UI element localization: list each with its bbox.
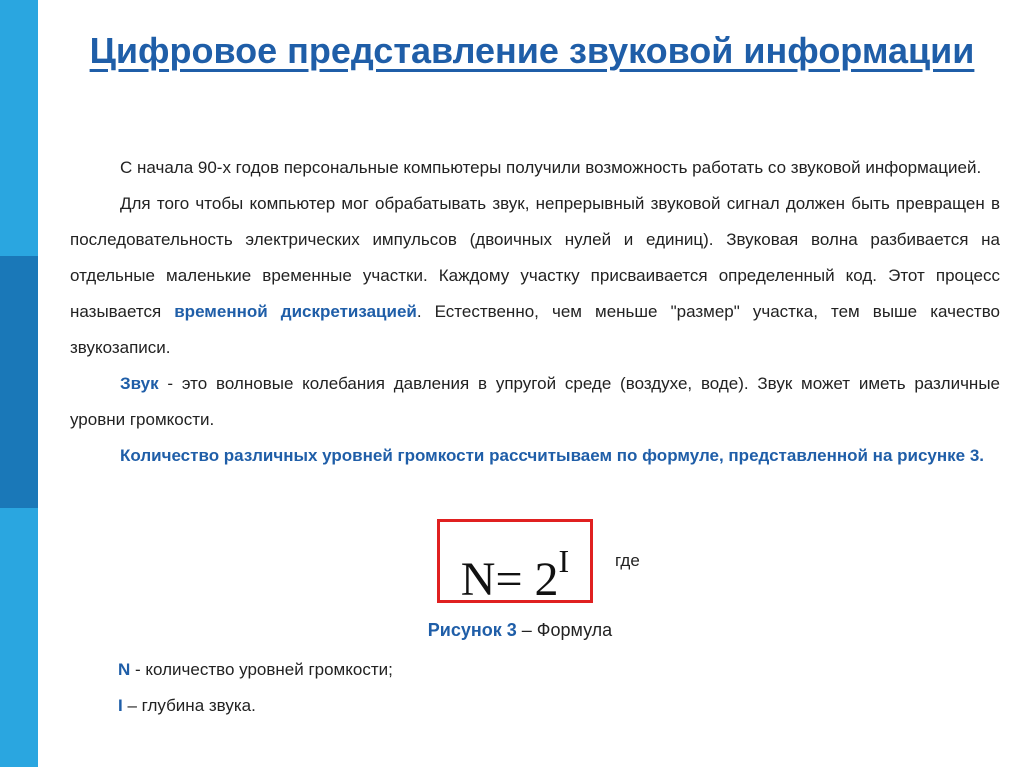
- term-discretization: временной дискретизацией: [174, 302, 417, 321]
- definition-n: [118, 660, 393, 680]
- left-accent-bar-dark-segment: [0, 256, 38, 508]
- definition-i: [118, 696, 256, 716]
- formula-where-label: где: [615, 551, 640, 570]
- page-title: Цифровое представление звуковой информации: [89, 30, 975, 71]
- paragraph-discretization-text-before: Для того чтобы компьютер мог обрабатывать звук, непрерывный звуковой сигнал должен быть превращен в последовательность электрических импульсов (двоичных нулей и единиц). Звуковая волна разбивается на отдельные маленькие временные участки. Каждому участку присваивается определенный код. Этот процесс называется: [70, 194, 1000, 321]
- formula-base: N= 2: [460, 553, 559, 606]
- definition-n-text: - количество уровней громкости;: [130, 660, 393, 679]
- formula-figure: [437, 519, 837, 609]
- term-sound: Звук: [120, 374, 159, 393]
- definition-i-text: – глубина звука.: [122, 696, 256, 715]
- paragraph-discretization-text-after: . Естественно, чем меньше "размер" участка, тем выше качество звукозаписи.: [70, 302, 1000, 357]
- paragraph-sound-text: - это волновые колебания давления в упругой среде (воздухе, воде). Звук может иметь различные уровни громкости.: [70, 374, 1000, 429]
- definition-i-symbol: I: [118, 696, 123, 715]
- body-text: [70, 150, 1000, 474]
- paragraph-formula-intro: Количество различных уровней громкости рассчитываем по формуле, представленной на рисунке 3.: [120, 446, 984, 465]
- definition-n-symbol: N: [118, 660, 131, 679]
- figure-caption-label: Рисунок 3: [427, 620, 517, 640]
- paragraph-discretization: [70, 186, 1000, 366]
- figure-caption-text: – Формула: [516, 620, 613, 640]
- paragraph-intro: С начала 90-х годов персональные компьютеры получили возможность работать со звуковой информацией.: [120, 158, 982, 177]
- paragraph-sound-definition: [70, 366, 1000, 438]
- formula-exponent: I: [558, 543, 570, 579]
- figure-caption: [60, 620, 980, 641]
- formula-box: [437, 519, 593, 606]
